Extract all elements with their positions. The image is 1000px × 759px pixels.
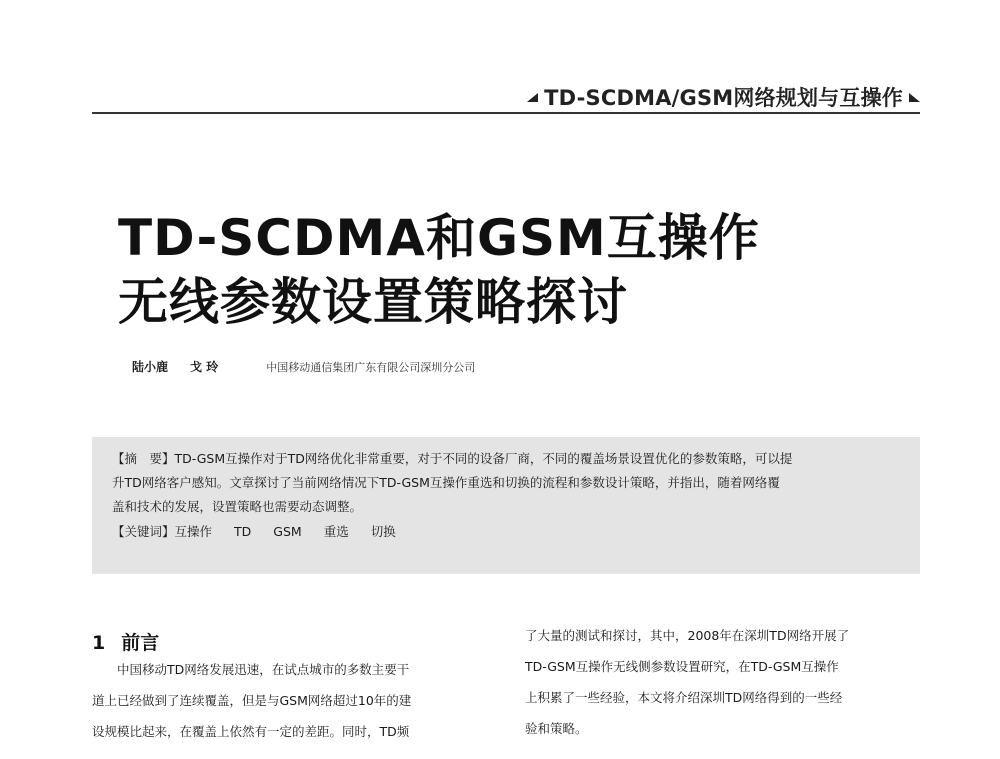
text-line: 验和策略。: [525, 721, 588, 736]
keywords-row: [112, 519, 902, 545]
article-title: [118, 206, 818, 334]
text-line: 中国移动TD网络发展迅速，在试点城市的多数主要干: [92, 662, 410, 677]
triangle-right-icon: [909, 93, 920, 102]
header-rule: [92, 112, 920, 114]
keyword: TD: [234, 524, 252, 539]
triangle-left-icon: [527, 93, 538, 102]
author-line: [132, 358, 475, 375]
keyword: 互操作: [174, 524, 213, 539]
keyword: GSM: [273, 524, 302, 539]
text-line: 设规模比起来，在覆盖上依然有一定的差距。同时，TD频: [92, 724, 410, 739]
text-line: 了大量的测试和探讨，其中，2008年在深圳TD网络开展了: [525, 628, 850, 643]
author-2: 戈 玲: [190, 360, 219, 374]
text-line: 道上已经做到了连续覆盖，但是与GSM网络超过10年的建: [92, 693, 412, 708]
right-column-text: [525, 620, 925, 744]
abstract-box: [92, 437, 920, 574]
abstract-line-3: 盖和技术的发展，设置策略也需要动态调整。: [112, 499, 363, 514]
section-number: 1: [92, 632, 106, 654]
keyword: 切换: [370, 524, 396, 539]
keyword: 重选: [323, 524, 349, 539]
title-line-2: 无线参数设置策略探讨: [118, 273, 628, 331]
affiliation: 中国移动通信集团广东有限公司深圳分公司: [266, 360, 476, 374]
section-heading: [92, 628, 159, 655]
text-line: 上积累了一些经验，本文将介绍深圳TD网络得到的一些经: [525, 690, 843, 705]
title-line-1: TD-SCDMA和GSM互操作: [118, 209, 760, 267]
abstract-line-1: 【摘 要】TD-GSM互操作对于TD网络优化非常重要，对于不同的设备厂商，不同的覆盖场景设置优化的参数策略，可以提: [112, 451, 793, 466]
section-title: 前言: [121, 632, 160, 654]
running-header: [425, 84, 920, 110]
header-title: TD-SCDMA/GSM网络规划与互操作: [544, 86, 903, 110]
text-line: TD-GSM互操作无线侧参数设置研究，在TD-GSM互操作: [525, 659, 839, 674]
author-1: 陆小鹿: [132, 360, 169, 374]
left-column-text: [92, 654, 492, 747]
keywords-label: 【关键词】: [112, 524, 175, 539]
abstract-line-2: 升TD网络客户感知。文章探讨了当前网络情况下TD-GSM互操作重选和切换的流程和参数设计策略，并指出，随着网络覆: [112, 475, 780, 490]
